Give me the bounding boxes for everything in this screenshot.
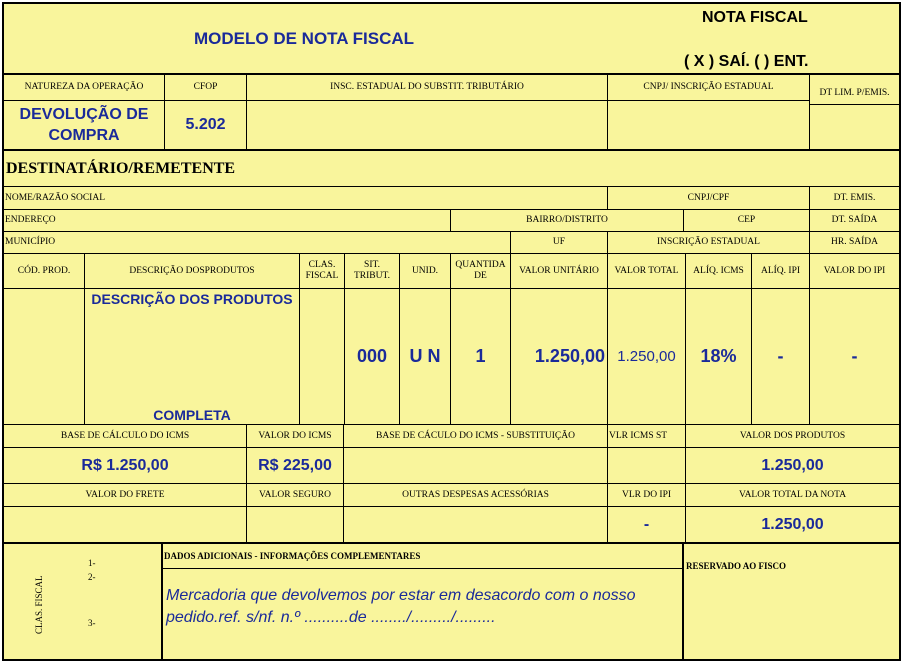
bairro-distrito-label: BAIRRO/DISTRITO [451, 210, 684, 232]
valor-total-nota-value: 1.250,00 [686, 507, 899, 544]
cnpj-insc-value [608, 101, 810, 151]
valor-frete-value [4, 507, 247, 544]
item-quantidade: 1 [451, 289, 511, 425]
col-quantidade: QUANTIDA DE [451, 254, 511, 289]
item-valor-total: 1.250,00 [608, 289, 686, 425]
reservado-fisco-label: RESERVADO AO FISCO [686, 561, 787, 571]
nome-razao-social-label: NOME/RAZÃO SOCIAL [4, 187, 608, 210]
dt-emis-label: DT. EMIS. [810, 187, 899, 210]
endereco-label: ENDEREÇO [4, 210, 451, 232]
item-valor-unitario: 1.250,00 [511, 289, 608, 425]
form-title: MODELO DE NOTA FISCAL [194, 29, 415, 48]
base-icms-label: BASE DE CÁLCULO DO ICMS [4, 425, 247, 448]
dt-lim-emis-value [810, 105, 899, 151]
insc-subst-value [247, 101, 608, 151]
col-valor-total: VALOR TOTAL [608, 254, 686, 289]
col-valor-ipi: VALOR DO IPI [810, 254, 899, 289]
reservado-fisco-box [684, 544, 899, 659]
col-cod-prod: CÓD. PROD. [4, 254, 85, 289]
outras-despesas-value [344, 507, 608, 544]
clas-fiscal-n2: 2- [88, 572, 96, 582]
valor-frete-label: VALOR DO FRETE [4, 484, 247, 507]
col-aliq-icms: ALÍQ. ICMS [686, 254, 752, 289]
clas-fiscal-vertical-label: CLAS. FISCAL [34, 575, 44, 634]
base-icms-value: R$ 1.250,00 [4, 448, 247, 484]
dt-saida-label: DT. SAÍDA [810, 210, 899, 232]
valor-produtos-value: 1.250,00 [686, 448, 899, 484]
mensagem-devolucao: Mercadoria que devolvemos por estar em desacordo com o nosso pedido.ref. s/nf. n.º ..........de ......../........./......... [166, 587, 636, 626]
dados-adicionais-body [163, 569, 684, 659]
valor-icms-label: VALOR DO ICMS [247, 425, 344, 448]
insc-subst-label: INSC. ESTADUAL DO SUBSTIT. TRIBUTÁRIO [247, 75, 608, 101]
cfop-label: CFOP [165, 75, 247, 101]
municipio-label: MUNICÍPIO [4, 232, 511, 254]
dados-adicionais-header [163, 544, 684, 569]
natureza-operacao-label: NATUREZA DA OPERAÇÃO [4, 75, 165, 101]
col-clas-fiscal: CLAS. FISCAL [300, 254, 345, 289]
clas-fiscal-box [4, 544, 163, 659]
natureza-operacao-value: DEVOLUÇÃO DE COMPRA [4, 101, 165, 151]
valor-produtos-label: VALOR DOS PRODUTOS [686, 425, 899, 448]
vlr-icms-st-label: VLR ICMS ST [608, 425, 686, 448]
valor-seguro-label: VALOR SEGURO [247, 484, 344, 507]
vlr-ipi-label: VLR DO IPI [608, 484, 686, 507]
hr-saida-label: HR. SAÍDA [810, 232, 899, 254]
item-aliq-ipi: - [752, 289, 810, 425]
valor-seguro-value [247, 507, 344, 544]
vlr-ipi-value: - [608, 507, 686, 544]
base-icms-st-label: BASE DE CÁCULO DO ICMS - SUBSTITUIÇÃO [344, 425, 608, 448]
nota-fiscal-form [2, 2, 901, 661]
cfop-value: 5.202 [165, 101, 247, 151]
item-descricao [85, 289, 300, 425]
valor-total-nota-label: VALOR TOTAL DA NOTA [686, 484, 899, 507]
col-valor-unitario: VALOR UNITÁRIO [511, 254, 608, 289]
col-sit-tribut: SIT. TRIBUT. [345, 254, 400, 289]
item-clas-fiscal [300, 289, 345, 425]
saida-entrada-indicator: ( X ) SAÍ. ( ) ENT. [684, 53, 809, 70]
col-unid: UNID. [400, 254, 451, 289]
dt-lim-emis-label: DT LIM. P/EMIS. [810, 75, 899, 105]
item-unid: U N [400, 289, 451, 425]
item-descricao-bottom: COMPLETA [153, 407, 231, 423]
item-sit-tribut: 000 [345, 289, 400, 425]
col-aliq-ipi: ALÍQ. IPI [752, 254, 810, 289]
item-valor-ipi: - [810, 289, 899, 425]
item-descricao-top: DESCRIÇÃO DOS PRODUTOS [91, 291, 293, 307]
inscricao-estadual-label: INSCRIÇÃO ESTADUAL [608, 232, 810, 254]
uf-label: UF [511, 232, 608, 254]
vlr-icms-st-value [608, 448, 686, 484]
cep-label: CEP [684, 210, 810, 232]
destinatario-heading: DESTINATÁRIO/REMETENTE [4, 151, 899, 187]
cnpj-cpf-label: CNPJ/CPF [608, 187, 810, 210]
item-aliq-icms: 18% [686, 289, 752, 425]
nota-fiscal-heading: NOTA FISCAL [702, 9, 808, 26]
base-icms-st-value [344, 448, 608, 484]
clas-fiscal-n1: 1- [88, 558, 96, 568]
valor-icms-value: R$ 225,00 [247, 448, 344, 484]
dados-adicionais-label: DADOS ADICIONAIS - INFORMAÇÕES COMPLEMENTARES [164, 551, 421, 561]
clas-fiscal-n3: 3- [88, 618, 96, 628]
item-cod-prod [4, 289, 85, 425]
cnpj-insc-label: CNPJ/ INSCRIÇÃO ESTADUAL [608, 75, 810, 101]
outras-despesas-label: OUTRAS DESPESAS ACESSÓRIAS [344, 484, 608, 507]
col-descricao: DESCRIÇÃO DOSPRODUTOS [85, 254, 300, 289]
